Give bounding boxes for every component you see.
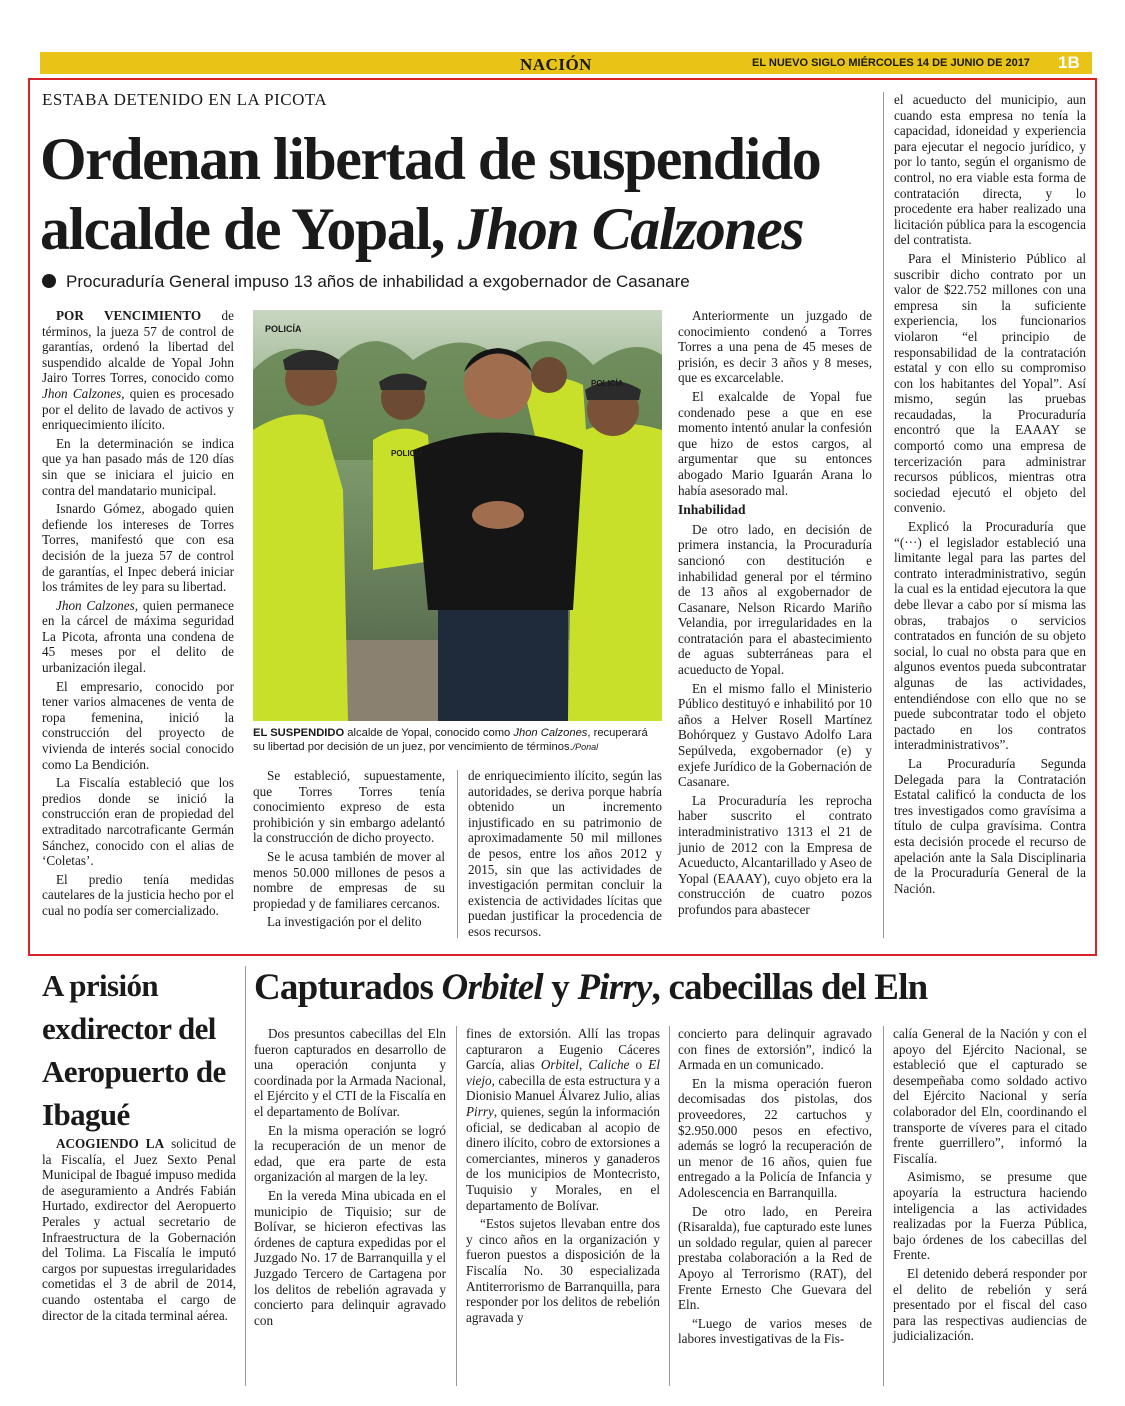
- bullet-icon: [42, 274, 56, 288]
- paragraph: En la misma operación se logró la recuperación de un menor de edad, que era parte de esta organización al margen de la ley.: [254, 1122, 446, 1185]
- headline-line-2: alcalde de Yopal,: [40, 196, 458, 262]
- paragraph: Se le acusa también de mover al menos 50.000 millones de pesos a nombre de empresas de su propiedad y de familiares cercanos.: [253, 848, 445, 911]
- paragraph: , quien es procesado por el delito de lavado de activos y enriquecimiento ilícito.: [42, 385, 234, 433]
- vest-label: POLICÍA: [391, 449, 424, 458]
- column-divider: [457, 770, 458, 938]
- paragraph: de enriquecimiento ilícito, según las autoridades, se deriva porque habría obtenido un incremento injustificado en su patrimonio de aproximadamente 50 mil millones de pesos, entre los años 2012 y 2015, sin que las actividades de investigación permitan concluir la existencia de actividades lícitas que puedan justificar la procedencia de esos recursos.: [468, 768, 662, 939]
- paragraph: “Luego de varios meses de labores investigativas de la Fis-: [678, 1315, 872, 1347]
- news-photo: [253, 310, 662, 721]
- column-divider: [456, 1026, 457, 1386]
- paragraph: fines de extorsión. Allí las tropas capturaron a Eugenio Cáceres García, alias: [466, 1026, 660, 1073]
- second-column-3: [678, 1026, 872, 1350]
- main-headline: [40, 124, 880, 264]
- alias-text: Jhon Calzones: [56, 597, 135, 613]
- paragraph: El detenido deberá responder por el delito de rebelión y será presentado por el fiscal del caso para las respectivas audiencias de judicialización.: [893, 1265, 1087, 1344]
- alias-text: Pirry: [466, 1103, 494, 1119]
- paragraph: Explicó la Procuraduría que “(···) el legislador estableció una limitante legal para las partes del contrato interadministrativo, según la cual es la entidad ejecutora la que debe llevar a cabo por sí misma las obras, trabajos o servicios contratados en función de su objeto social, lo cual no obsta para que en algunos eventos pueda subcontratar algunas de las actividades, entendiéndose con ello que no se puede subcontratar todo el objeto pactado en los contratos interadministrativos”.: [894, 519, 1086, 753]
- paragraph: La Fiscalía estableció que los predios donde se inició la construcción eran de propiedad del extraditado narcotraficante Germán Sánchez, conocido con el alias de ‘Coletas’.: [42, 775, 234, 869]
- photo-credit: /Ponal: [572, 742, 599, 752]
- paragraph: En el mismo fallo el Ministerio Público destituyó e inhabilitó por 10 años a Helver Rosell Martínez Bohórquez y Gustavo Adolfo Lara Sepúlveda, exgobernador (e) y exjefe Jurídico de la Gobernación de Casanare.: [678, 680, 872, 790]
- paragraph: El predio tenía medidas cautelares de la justicia hecho por el cual no podía ser comercializado.: [42, 871, 234, 918]
- alias-text: Orbitel: [441, 967, 543, 1008]
- side-article-body: [42, 1136, 236, 1326]
- article-column-2: [253, 768, 445, 933]
- paragraph: La Procuraduría les reprocha haber suscrito el contrato interadministrativo 1313 el 21 de junio de 2012 con la Empresa de Acueducto, Alcantarillado y Aseo de Yopal (EAAAY), cuyo objeto era la construcción de cuatro pozos profundos para abastecer: [678, 792, 872, 917]
- paragraph: solicitud de la Fiscalía, el Juez Sexto Penal Municipal de Ibagué impuso medida de aseguramiento a Andrés Fabián Hurtado, exdirector del Aeropuerto Perales y actual secretario de Infraestructura de la Gobernación del Tolima. La Fiscalía le imputó cargos por supuestas irregularidades cometidas el 3 de abril de 2014, cuando ostentaba el cargo de director de la citada terminal aérea.: [42, 1136, 236, 1323]
- photo-illustration: [253, 310, 662, 721]
- paragraph: Anteriormente un juzgado de conocimiento condenó a Torres Torres a una pena de 45 meses de prisión, es decir 3 años y 8 meses, que es excarcelable.: [678, 308, 872, 386]
- article-column-4: [678, 308, 872, 921]
- article-column-5: [894, 92, 1086, 899]
- alias-text: Caliche: [588, 1057, 630, 1073]
- headline-text: Capturados: [254, 967, 442, 1008]
- paragraph: En la determinación se indica que ya han pasado más de 120 días sin que se iniciara el juicio en contra del mandatario municipal.: [42, 435, 234, 498]
- article-column-1: [42, 308, 234, 922]
- subheadline-text: Procuraduría General impuso 13 años de inhabilidad a exgobernador de Casanare: [66, 272, 690, 291]
- column-divider: [883, 1026, 884, 1386]
- alias-text: Orbitel: [540, 1057, 579, 1073]
- paragraph: Isnardo Gómez, abogado quien defiende los intereses de Torres Torres, manifestó que con esa decisión de la jueza 57 de control de garantías, el Inpec deberá iniciar los trámites de ley para su libertad.: [42, 501, 234, 595]
- paragraph: , cabecilla de esta estructura y a Dionisio Manuel Álvarez Julio, alias: [466, 1072, 660, 1104]
- paragraph: El empresario, conocido por tener varios almacenes de venta de ropa femenina, inició la construcción del proyecto de vivienda de interés social conocido como La Bendición.: [42, 678, 234, 772]
- caption-text: , recuperará su libertad por decisión de un juez, por vencimiento de términos.: [253, 727, 648, 753]
- vest-label: POLICÍA: [591, 379, 624, 388]
- paragraph: Asimismo, se presume que apoyaría la estructura haciendo inteligencia a las actividades realizadas por la Fuerza Pública, bajo órdenes de los cabecillas del Frente.: [893, 1169, 1087, 1263]
- page-number: 1B: [1058, 53, 1080, 72]
- paragraph: Se estableció, supuestamente, que Torres Torres tenía conocimiento expreso de esta prohibición y sin embargo adelantó la construcción de dicho proyecto.: [253, 768, 445, 846]
- paragraph: En la misma operación fueron decomisadas dos pistolas, dos proveedores, 22 cartuchos y $2.950.000 pesos en efectivo, además se logró la recuperación de un menor de 16 años, quien fue entregado a la Policía de Infancia y Adolescencia en Barranquilla.: [678, 1075, 872, 1200]
- section-name: NACIÓN: [520, 55, 592, 74]
- paragraph: “Estos sujetos llevaban entre dos y cinco años en la organización y fueron puestos a disposición de la Fiscalía No. 30 especializada Antiterrorismo de Barranquilla, para responder por los delitos de rebelión agravada y: [466, 1216, 660, 1325]
- column-divider: [669, 1026, 670, 1386]
- caption-lead: EL SUSPENDIDO: [253, 727, 345, 739]
- lead-words: ACOGIENDO LA: [56, 1136, 165, 1151]
- alias-text: El viejo: [466, 1057, 660, 1088]
- caption-text: alcalde de Yopal, conocido como: [344, 727, 514, 739]
- second-column-4: [893, 1026, 1087, 1347]
- paragraph: En la vereda Mina ubicada en el municipio de Tiquisio; sur de Bolívar, se hicieron efectivas las órdenes de captura expedidas por el Juzgado No. 17 de Barranquilla y el Juzgado Tercero de Cartagena por los delitos de rebelión agravada y concierto para delinquir agravado con: [254, 1187, 446, 1328]
- paragraph: de términos, la jueza 57 de control de garantías, ordenó la libertad del suspendido alcalde de Yopal John Jairo Torres Torres, conocido como: [42, 308, 235, 386]
- headline-text: y: [542, 967, 578, 1008]
- paragraph: El exalcalde de Yopal fue condenado pese a que en ese momento intentó anular la confesión que hizo de estos cargos, al argumentar que su entonces abogado Mario Iguarán Arana lo había asesorado mal.: [678, 388, 872, 498]
- paragraph: Para el Ministerio Público al suscribir dicho contrato por un valor de $22.752 millones con una empresa sin la suficiente experiencia, los funcionarios violaron “el principio de responsabilidad de la contratación estatal y con ello su compromiso con los habitantes del Yopal”. Así mismo, según las pruebas recaudadas, la Procuraduría encontró que la EAAAY se comportó como una empresa de tercerización para administrar recursos públicos, mientras otra sociedad ejecutó el objeto del convenio.: [894, 250, 1086, 516]
- headline-text: , cabecillas del Eln: [651, 967, 928, 1008]
- subheadline: [42, 272, 690, 292]
- paragraph: La Procuraduría Segunda Delegada para la Contratación Estatal calificó la conducta de los tres investigados como gravísima a título de culpa gravísima. Contra esta decisión procede el recurso de apelación ante la Sala Disciplinaria de la Procuraduría General de la Nación.: [894, 755, 1086, 896]
- punctuation: o: [629, 1057, 649, 1073]
- article-column-3: [468, 768, 662, 943]
- photo-caption: [253, 726, 662, 754]
- column-divider: [883, 92, 884, 938]
- paragraph: , quienes, según la información oficial, se dedicaban al acopio de dinero ilícito, cobro de extorsiones a comerciantes, mineros y ganaderos de los municipios de Montecristo, Tuquisio y Morales, en el departamento de Bolívar.: [466, 1103, 660, 1213]
- paragraph: calía General de la Nación y con el apoyo del Ejército Nacional, se estableció que el capturado se desempeñaba como soldado activo del Ejército Nacional y sería colaborador del Eln, coordinando el transporte de víveres para el citado frente guerrillero”, informó la Fiscalía.: [893, 1026, 1087, 1166]
- column-divider: [245, 966, 246, 1386]
- paragraph: concierto para delinquir agravado con fines de extorsión”, indicó la Armada en un comunicado.: [678, 1026, 872, 1073]
- lead-words: POR VENCIMIENTO: [56, 308, 202, 323]
- paragraph: De otro lado, en decisión de primera instancia, la Procuraduría sancionó con destitución e inhabilidad general por el término de 13 años al exgobernador de Casanare, Nelson Ricardo Mariño Velandia, por irregularidades en la contratación para el abastecimiento de aguas subterráneas para el acueducto de Yopal.: [678, 521, 872, 678]
- second-headline: [254, 966, 927, 1009]
- headline-alias: Jhon Calzones: [457, 196, 804, 262]
- alias-text: Jhon Calzones: [42, 385, 122, 401]
- paragraph: La investigación por el delito: [267, 914, 422, 930]
- second-column-1: [254, 1026, 446, 1331]
- second-column-2: [466, 1026, 660, 1328]
- alias-text: Pirry: [577, 967, 652, 1008]
- section-subhead: Inhabilidad: [678, 502, 746, 518]
- paragraph: Dos presuntos cabecillas del Eln fueron capturados en desarrollo de una operación conjunta y coordinada por la Armada Nacional, el Ejército y el CTI de la Fiscalía en el departamento de Bolívar.: [254, 1026, 446, 1119]
- paragraph: el acueducto del municipio, aun cuando esta empresa no tenía la capacidad, idoneidad y experiencia para ejecutar el negocio jurídico, y por lo tanto, según el organismo de control, no era viable esta forma de contratación directa, y lo procedente era haber realizado una licitación pública para la escogencia del contratista.: [894, 92, 1086, 248]
- vest-label: POLICÍA: [265, 324, 302, 334]
- side-headline: A prisión exdirector del Aeropuerto de Ibagué: [42, 968, 226, 1132]
- headline-line-1: Ordenan libertad de suspendido: [40, 126, 821, 192]
- issue-date-line: EL NUEVO SIGLO MIÉRCOLES 14 DE JUNIO DE 2017: [752, 57, 1030, 69]
- paragraph: De otro lado, en Pereira (Risaralda), fue capturado este lunes un soldado regular, quien al parecer prestaba colaboración a la Red de Apoyo al Terrorismo (RAT), del Frente Ernesto Che Guevara del Eln.: [678, 1203, 872, 1313]
- punctuation: ,: [578, 1057, 589, 1073]
- caption-alias: Jhon Calzones: [513, 727, 588, 739]
- kicker: ESTABA DETENIDO EN LA PICOTA: [42, 90, 328, 109]
- paragraph: , quien permanece en la cárcel de máxima seguridad La Picota, afronta una condena de 45 meses por el delito de urbanización ilegal.: [42, 597, 234, 676]
